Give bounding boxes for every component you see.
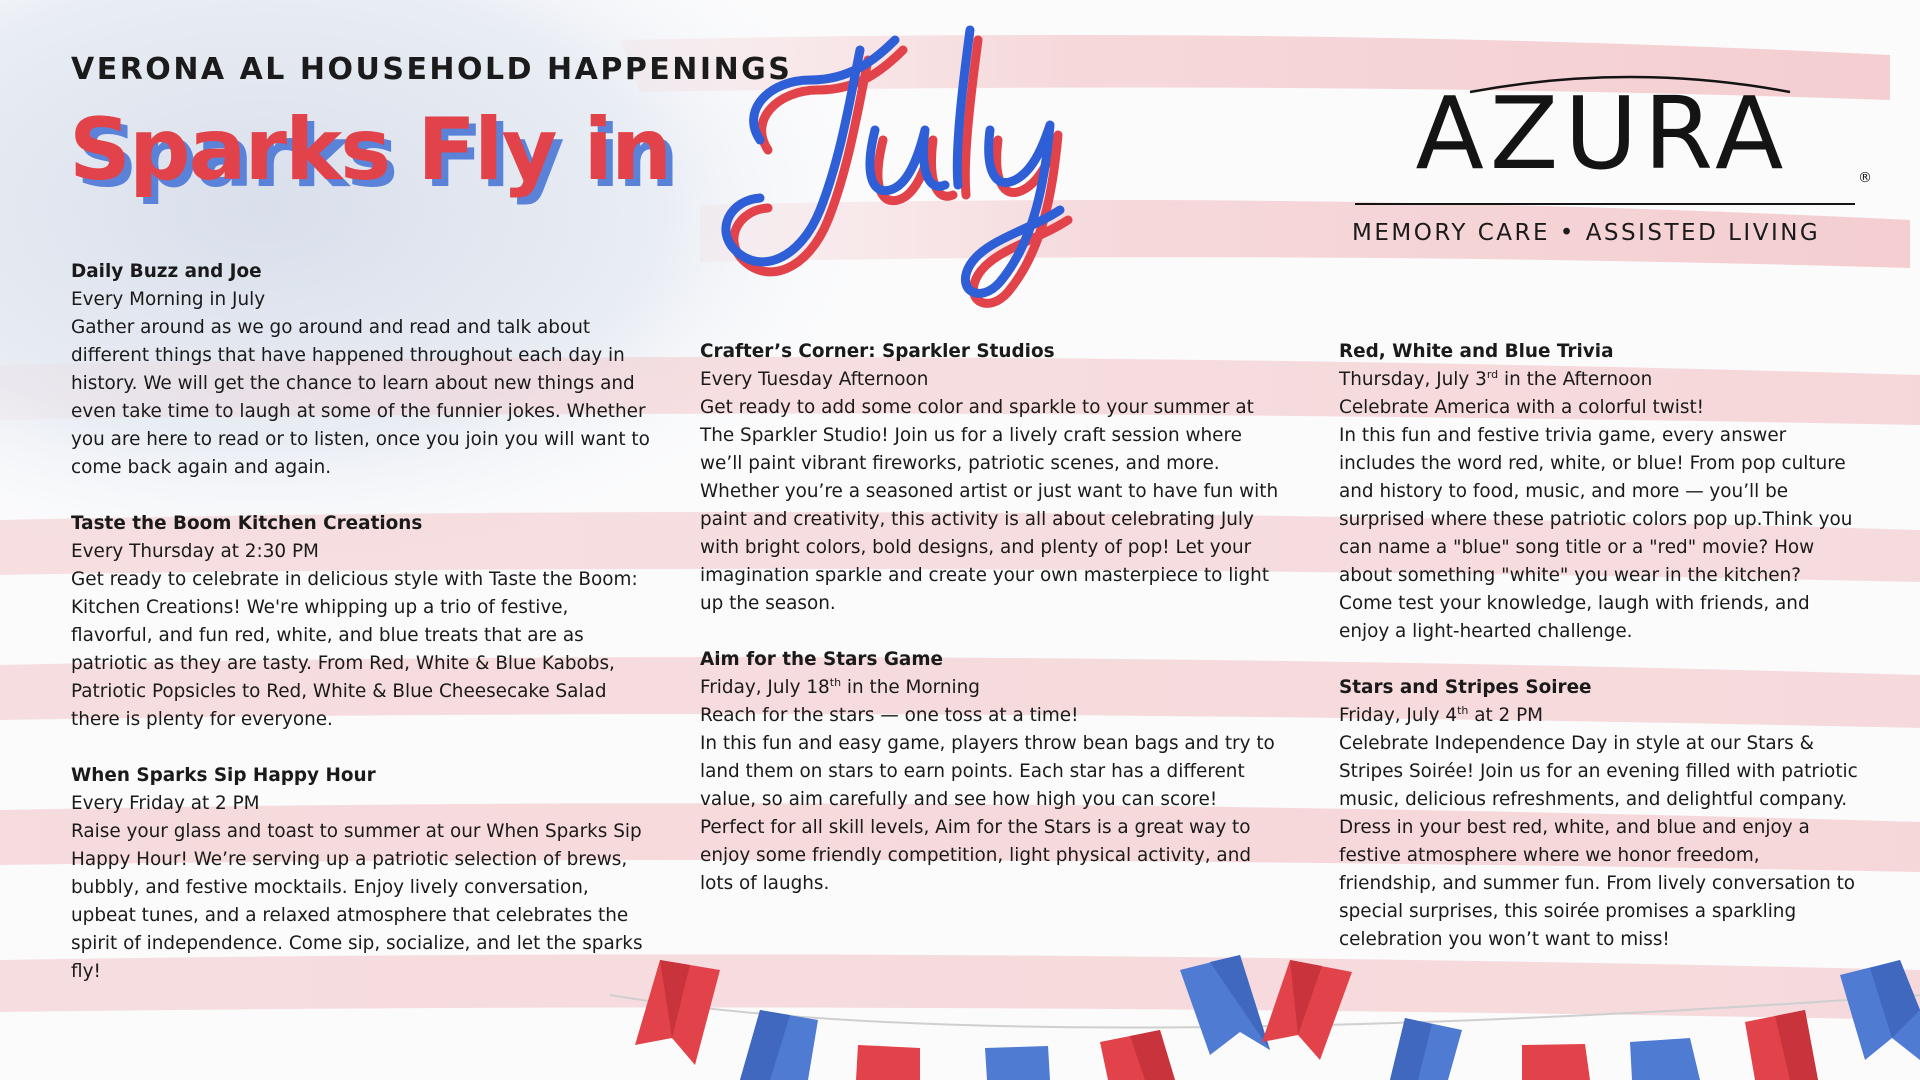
ordinal-suffix: th <box>1457 703 1469 717</box>
flag-blue <box>1180 955 1270 1055</box>
event-description: Celebrate Independence Day in style at our Stars & Stripes Soirée! Join us for an evening filled with patriotic music, delicious refreshments, and delightful company. Dress in your best red, white, and blue and enjoy a festive atmosphere where we honor freedom, friendship, and summer fun. From lively conversation to special surprises, this soirée promises a sparkling celebration you won’t want to miss! <box>1339 733 1858 950</box>
event-schedule <box>1339 702 1859 730</box>
flag-red <box>856 1045 920 1080</box>
events-column-left <box>71 258 651 1014</box>
event-title: When Sparks Sip Happy Hour <box>71 765 376 786</box>
ordinal-suffix: th <box>829 675 842 689</box>
event-schedule: Every Friday at 2 PM <box>71 793 260 814</box>
event-crafters-corner <box>700 338 1280 618</box>
ordinal-suffix: rd <box>1486 367 1499 381</box>
event-title: Crafter’s Corner: Sparkler Studios <box>700 341 1055 362</box>
event-stars-and-stripes-soiree <box>1339 674 1859 954</box>
time-text: in the Afternoon <box>1498 369 1653 390</box>
date-text: Friday, July 18 <box>700 677 830 698</box>
headline-sparks-fly: Sparks Fly in <box>69 100 671 200</box>
flag-red <box>1745 1010 1818 1080</box>
logo-wordmark: AZURA <box>1415 75 1790 192</box>
events-column-right <box>1339 338 1859 982</box>
event-trivia <box>1339 338 1859 646</box>
event-schedule <box>700 674 1280 702</box>
event-taste-the-boom <box>71 510 651 734</box>
date-text: Thursday, July 3 <box>1339 369 1487 390</box>
flag-blue <box>1390 1018 1462 1080</box>
logo-tagline: MEMORY CARE • ASSISTED LIVING <box>1352 220 1821 246</box>
event-happy-hour <box>71 762 651 986</box>
flag-red <box>1522 1044 1590 1080</box>
event-title: Daily Buzz and Joe <box>71 261 262 282</box>
flag-blue <box>985 1046 1050 1080</box>
azura-logo <box>1350 70 1870 250</box>
event-daily-buzz <box>71 258 651 482</box>
date-text: Friday, July 4 <box>1339 705 1458 726</box>
event-schedule: Every Tuesday Afternoon <box>700 369 929 390</box>
event-schedule: Every Morning in July <box>71 289 266 310</box>
event-aim-for-the-stars <box>700 646 1280 898</box>
event-title: Stars and Stripes Soiree <box>1339 677 1592 698</box>
event-description: Reach for the stars — one toss at a time! In this fun and easy game, players throw bean bags and try to land them on stars to earn points. Each star has a different value, so aim carefully and see how high you can score! Perfect for all skill levels, Aim for the Stars is a great way to enjoy some friendly competition, light physical activity, and lots of laughs. <box>700 705 1275 894</box>
event-title: Taste the Boom Kitchen Creations <box>71 513 423 534</box>
event-title: Aim for the Stars Game <box>700 649 943 670</box>
event-description: Get ready to celebrate in delicious style with Taste the Boom: Kitchen Creations! We're whipping up a trio of festive, flavorful, and fun red, white, and blue treats that are as patriotic as they are tasty. From Red, White & Blue Kabobs, Patriotic Popsicles to Red, White & Blue Cheesecake Salad there is plenty for everyone. <box>71 569 638 730</box>
time-text: at 2 PM <box>1468 705 1544 726</box>
event-description: Get ready to add some color and sparkle to your summer at The Sparkler Studio! Join us for a lively craft session where we’ll paint vibrant fireworks, patriotic scenes, and more. Whether you’re a seasoned artist or just want to have fun with paint and creativity, this activity is all about celebrating July with bright colors, bold designs, and plenty of pop! Let your imagination sparkle and create your own masterpiece to light up the season. <box>700 397 1279 614</box>
flag-red <box>1100 1030 1175 1080</box>
event-description: Celebrate America with a colorful twist! In this fun and festive trivia game, every answer includes the word red, white, or blue! From pop culture and history to food, music, and more — you’ll be surprised where these patriotic colors pop up.Think you can name a "blue" song title or a "red" movie? How about something "white" you wear in the kitchen? Come test your knowledge, laugh with friends, and enjoy a light-hearted challenge. <box>1339 397 1853 642</box>
event-schedule: Every Thursday at 2:30 PM <box>71 541 319 562</box>
registered-mark: ® <box>1858 170 1872 186</box>
july-script <box>700 20 1090 320</box>
event-schedule <box>1339 366 1859 394</box>
event-description: Raise your glass and toast to summer at our When Sparks Sip Happy Hour! We’re serving up a patriotic selection of brews, bubbly, and festive mocktails. Enjoy lively conversation, upbeat tunes, and a relaxed atmosphere that celebrates the spirit of independence. Come sip, socialize, and let the sparks fly! <box>71 821 643 982</box>
events-column-middle <box>700 338 1280 926</box>
event-description: Gather around as we go around and read and talk about different things that have happened throughout each day in history. We will get the chance to learn about new things and even take time to laugh at some of the funnier jokes. Whether you are here to read or to listen, once you join you will want to come back again and again. <box>71 317 650 478</box>
event-title: Red, White and Blue Trivia <box>1339 341 1614 362</box>
flag-blue <box>740 1010 818 1080</box>
flag-blue <box>1630 1038 1700 1080</box>
time-text: in the Morning <box>841 677 980 698</box>
household-title: VERONA AL HOUSEHOLD HAPPENINGS <box>71 52 793 87</box>
